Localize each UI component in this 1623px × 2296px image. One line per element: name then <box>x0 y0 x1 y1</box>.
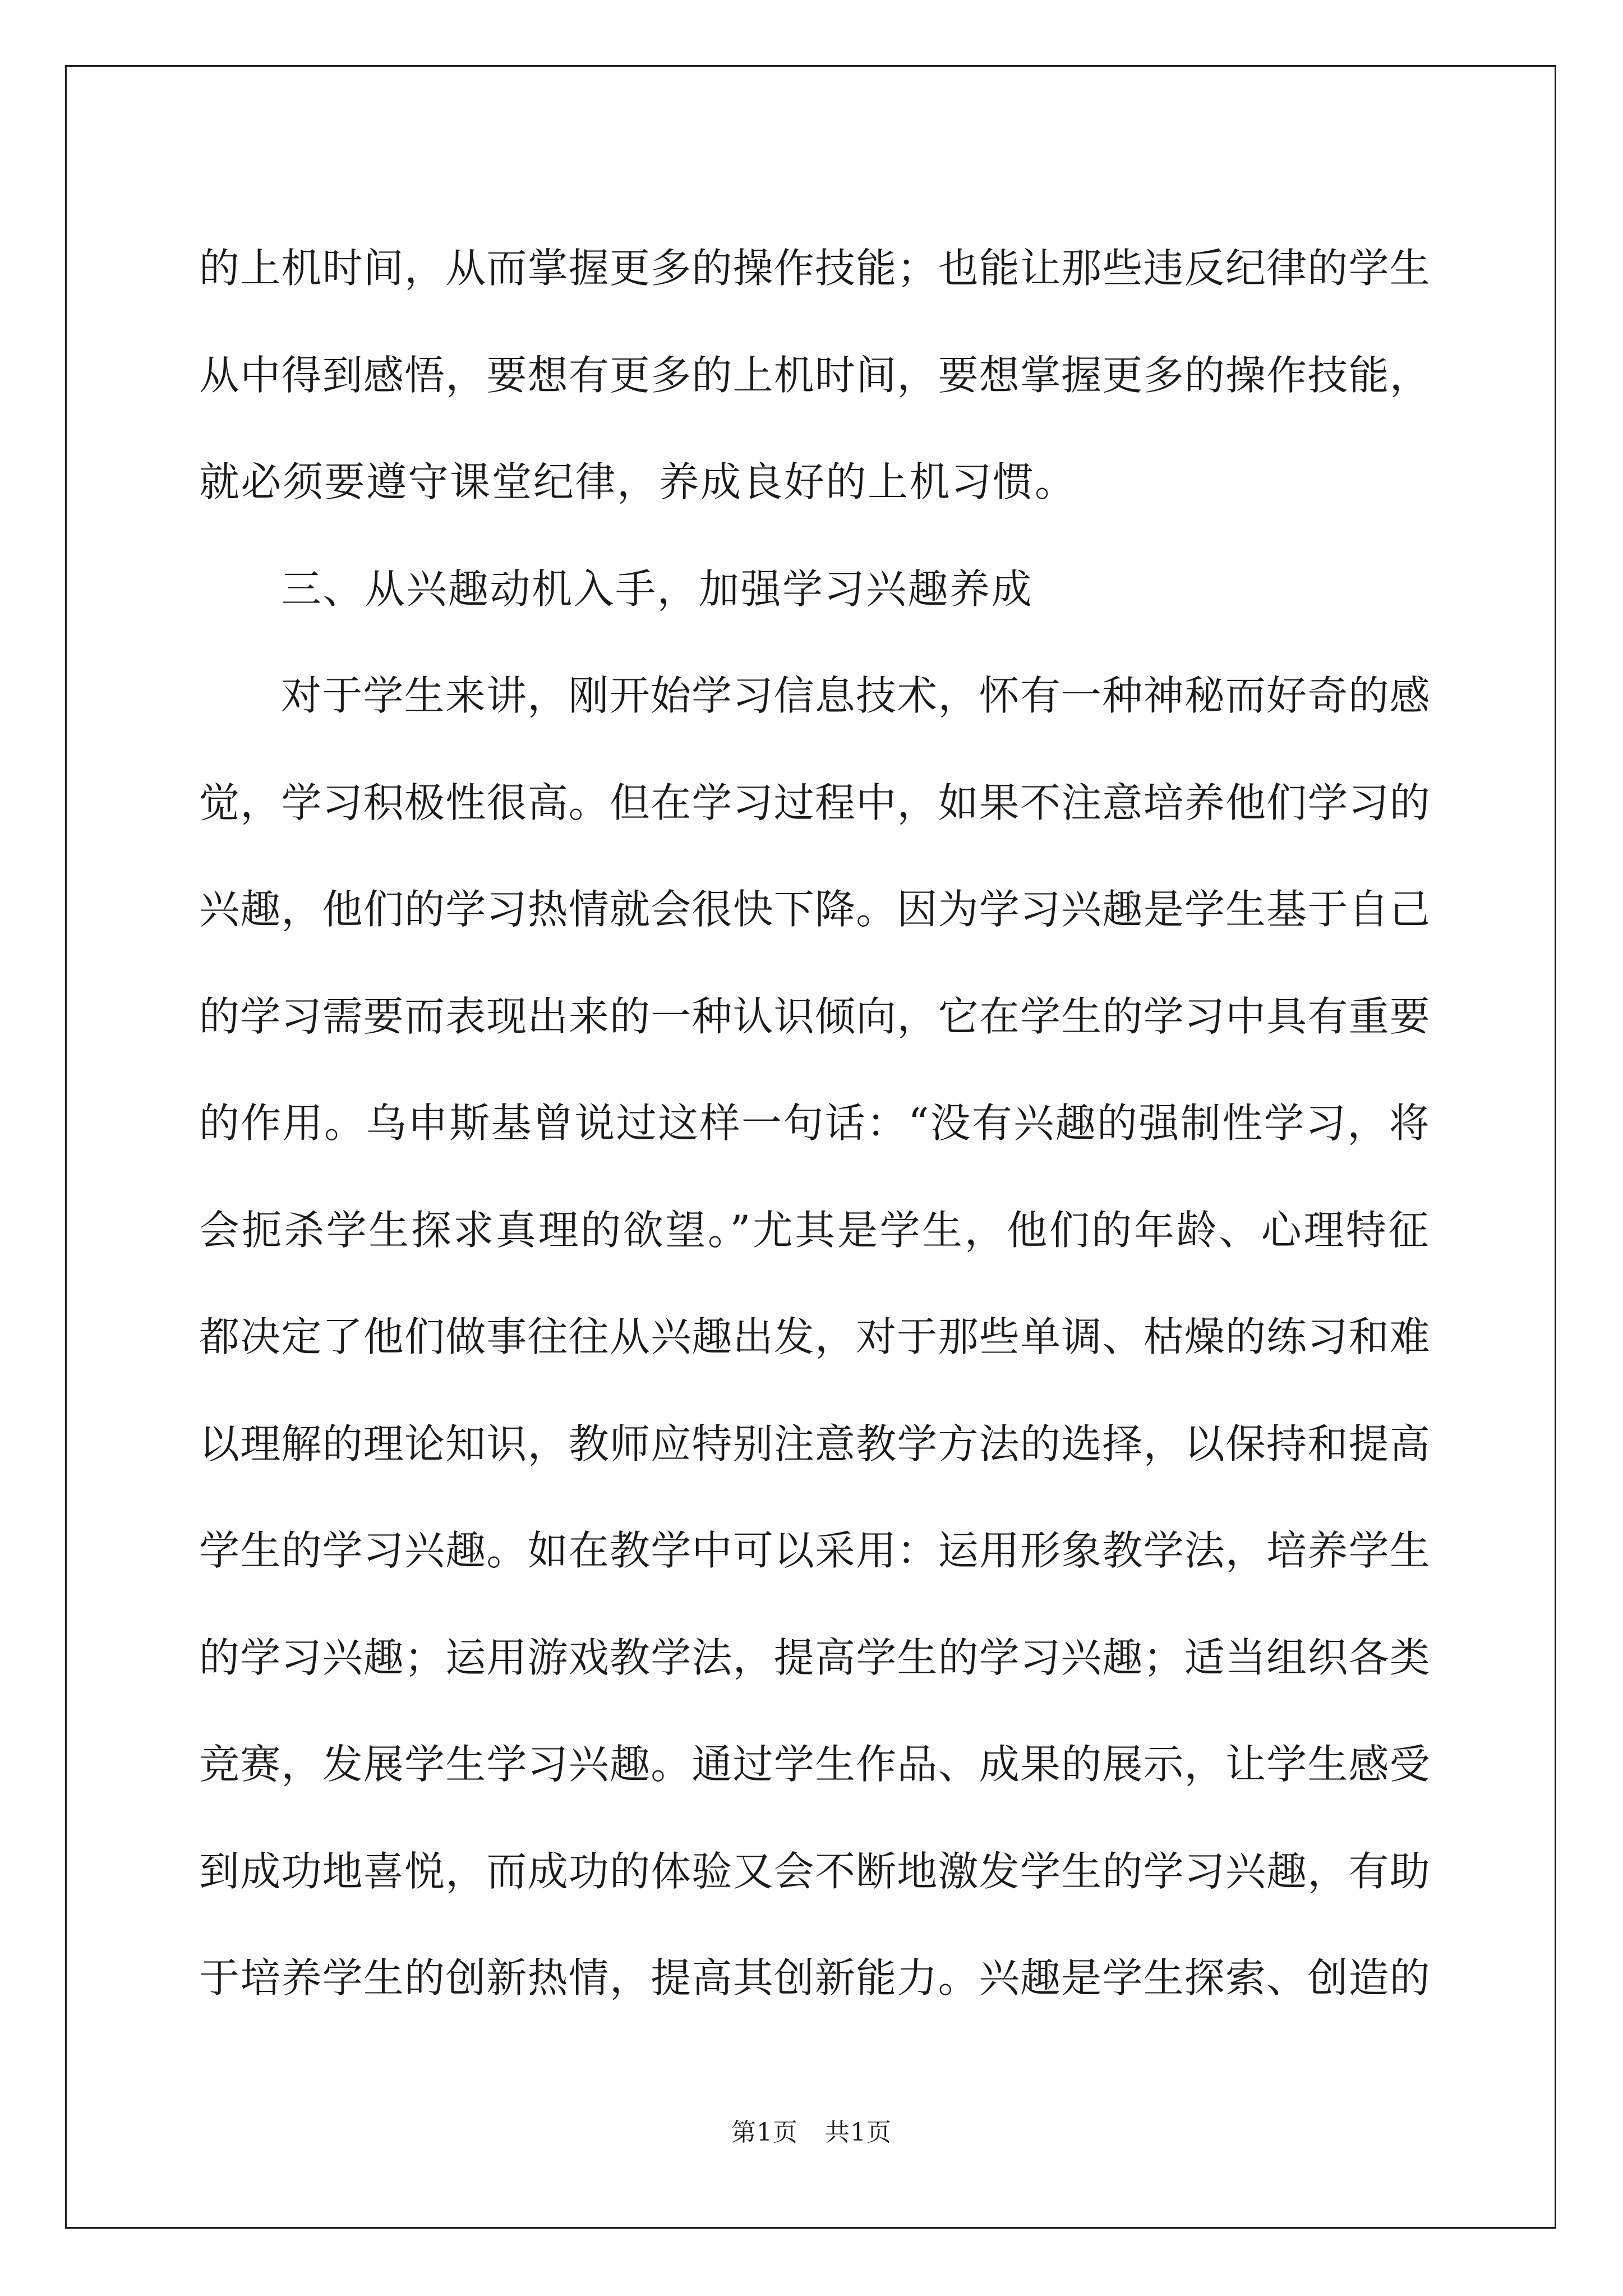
text-line: 就必须要遵守课堂纪律，养成良好的上机习惯。 <box>199 458 1077 505</box>
text-line: 学生的学习兴趣。如在教学中可以采用：运用形象教学法，培养学生 <box>199 1527 1431 1574</box>
text-line: 觉，学习积极性很高。但在学习过程中，如果不注意培养他们学习的 <box>199 779 1431 826</box>
text-line: 的作用。乌申斯基曾说过这样一句话：“没有兴趣的强制性学习，将 <box>199 1099 1431 1147</box>
text-line: 的学习需要而表现出来的一种认识倾向，它在学生的学习中具有重要 <box>199 992 1431 1040</box>
text-line: 对于学生来讲，刚开始学习信息技术，怀有一种神秘而好奇的感 <box>281 672 1431 719</box>
text-line: 竞赛，发展学生学习兴趣。通过学生作品、成果的展示，让学生感受 <box>199 1741 1431 1788</box>
document-body <box>199 215 1431 2032</box>
text-line: 会扼杀学生探求真理的欲望。”尤其是学生，他们的年龄、心理特征 <box>199 1206 1431 1254</box>
text-line: 的学习兴趣；运用游戏教学法，提高学生的学习兴趣；适当组织各类 <box>199 1634 1431 1681</box>
page-number-current: 第1页 <box>731 2118 798 2147</box>
text-line: 到成功地喜悦，而成功的体验又会不断地激发学生的学习兴趣，有助 <box>199 1847 1431 1895</box>
text-line: 于培养学生的创新热情，提高其创新能力。兴趣是学生探索、创造的 <box>199 1954 1431 2001</box>
text-line: 兴趣，他们的学习热情就会很快下降。因为学习兴趣是学生基于自己 <box>199 886 1431 933</box>
page-footer <box>0 2116 1623 2150</box>
page-number-total: 共1页 <box>825 2118 892 2147</box>
text-line: 从中得到感悟，要想有更多的上机时间，要想掌握更多的操作技能， <box>199 351 1431 399</box>
text-line: 都决定了他们做事往往从兴趣出发，对于那些单调、枯燥的练习和难 <box>199 1313 1431 1360</box>
text-line: 以理解的理论知识，教师应特别注意教学方法的选择，以保持和提高 <box>199 1420 1431 1467</box>
text-line: 的上机时间，从而掌握更多的操作技能；也能让那些违反纪律的学生 <box>199 245 1431 292</box>
section-heading: 三、从兴趣动机入手，加强学习兴趣养成 <box>281 565 1034 613</box>
